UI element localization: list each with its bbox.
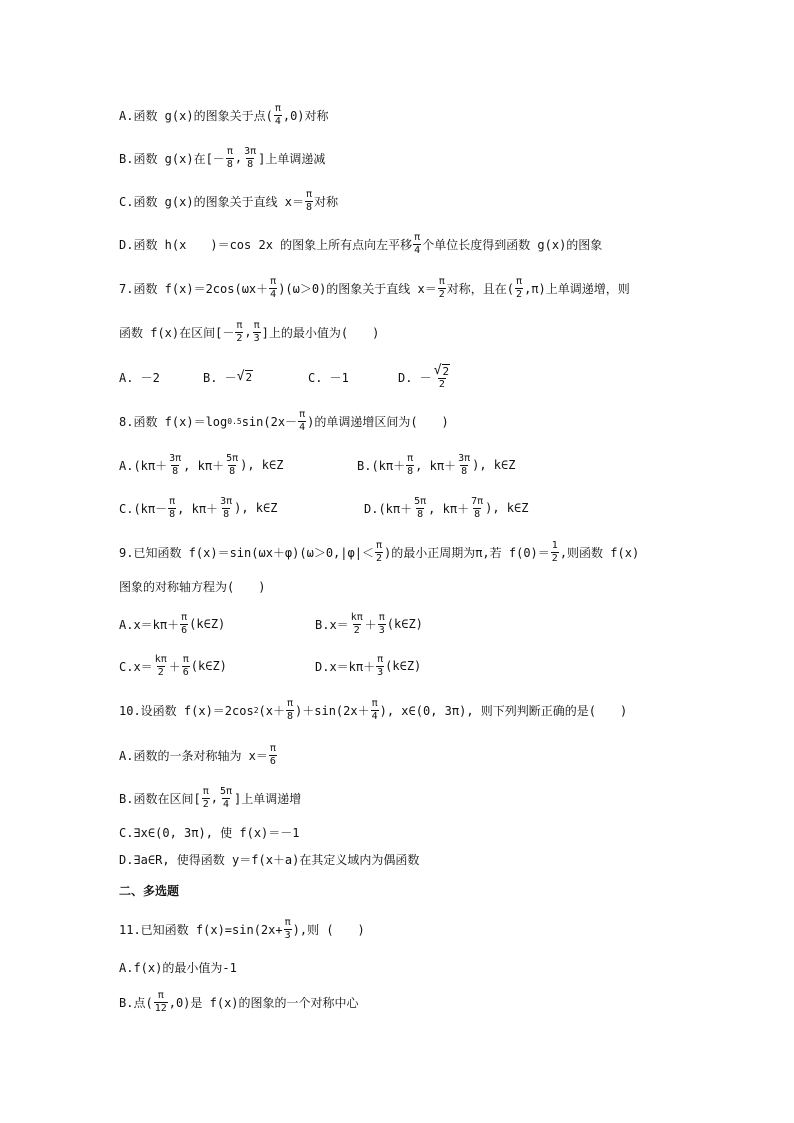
fraction bbox=[284, 917, 292, 942]
math-text: 2 bbox=[245, 371, 253, 384]
fraction bbox=[305, 189, 313, 214]
option-6b bbox=[119, 141, 774, 175]
math-text: π bbox=[226, 145, 233, 157]
math-text: 6 bbox=[181, 624, 188, 636]
math-text: ), k∈Z bbox=[485, 501, 529, 515]
math-text: 9.已知函数 f(x)＝sin(ωx＋φ)(ω＞0,|φ|＜ bbox=[119, 545, 374, 560]
math-text: 8 bbox=[474, 508, 481, 520]
math-text: π bbox=[182, 653, 189, 665]
option-10b bbox=[119, 781, 774, 815]
fraction bbox=[515, 276, 523, 301]
math-text: π bbox=[407, 452, 414, 464]
option-9b bbox=[315, 612, 423, 637]
math-text: , kπ＋ bbox=[183, 458, 225, 473]
math-text: 函数 f(x)在区间[－ bbox=[119, 325, 235, 340]
option-7c bbox=[308, 369, 349, 386]
math-text: 2 bbox=[157, 666, 164, 678]
math-text: D.函数 h(x )＝cos 2x 的图象上所有点向左平移 bbox=[119, 237, 413, 252]
math-text: 2 bbox=[253, 705, 259, 715]
math-text: 4 bbox=[270, 288, 277, 300]
math-text: 5π bbox=[226, 452, 239, 464]
option-11b bbox=[119, 985, 774, 1019]
math-text: π bbox=[299, 408, 306, 420]
math-text: π bbox=[270, 275, 277, 287]
math-text: kπ bbox=[154, 653, 167, 665]
math-text: 2 bbox=[442, 364, 450, 378]
fraction bbox=[274, 103, 282, 128]
math-text: , kπ＋ bbox=[415, 458, 457, 473]
math-text: 8 bbox=[226, 158, 233, 170]
option-10a bbox=[119, 738, 774, 772]
math-text: π bbox=[253, 319, 260, 331]
sqrt: √ 2 bbox=[236, 369, 253, 384]
question-8 bbox=[119, 404, 774, 438]
math-text: B. － bbox=[203, 370, 237, 385]
fraction bbox=[182, 654, 190, 679]
fraction bbox=[406, 453, 414, 478]
math-text: ,π)上单调递增，则 bbox=[524, 281, 630, 296]
math-text: B.x＝ bbox=[315, 617, 349, 632]
math-text: B.函数在区间[ bbox=[119, 791, 201, 806]
math-text: C.(kπ－ bbox=[119, 501, 168, 516]
math-text: ,则函数 f(x) bbox=[559, 545, 640, 560]
math-text: )＋sin(2x＋ bbox=[295, 703, 370, 718]
fraction bbox=[226, 146, 234, 171]
math-text: sin(2x－ bbox=[241, 414, 298, 429]
math-text: 8.函数 f(x)＝log bbox=[119, 414, 228, 429]
fraction bbox=[202, 786, 210, 811]
math-text: 5π bbox=[414, 495, 427, 507]
math-text: 2 bbox=[353, 624, 360, 636]
math-text: π bbox=[157, 989, 164, 1001]
math-text: A.函数的一条对称轴为 x＝ bbox=[119, 748, 268, 763]
math-text: 0.5 bbox=[227, 416, 242, 426]
math-text: 个单位长度得到函数 g(x)的图象 bbox=[422, 237, 603, 252]
math-text: π bbox=[269, 742, 276, 754]
math-text: (k∈Z) bbox=[385, 659, 422, 673]
question-9-line-1 bbox=[119, 535, 774, 569]
question-8-options-ab bbox=[119, 448, 774, 482]
math-text: 8 bbox=[306, 201, 313, 213]
math-text: 8 bbox=[229, 465, 236, 477]
math-text: 3 bbox=[284, 929, 291, 941]
math-text: ), k∈Z bbox=[240, 458, 284, 472]
math-text: D.(kπ＋ bbox=[364, 501, 413, 516]
question-7-line-1 bbox=[119, 271, 774, 305]
question-7-line-2 bbox=[119, 315, 774, 349]
question-10 bbox=[119, 693, 774, 727]
math-text: 3π bbox=[220, 495, 233, 507]
math-text: 3 bbox=[377, 666, 384, 678]
math-text: C. －1 bbox=[308, 370, 349, 385]
math-text: 2 bbox=[551, 552, 558, 564]
fraction bbox=[269, 276, 277, 301]
math-text: π bbox=[377, 653, 384, 665]
math-text: C.x＝ bbox=[119, 659, 153, 674]
math-text: 对称 bbox=[314, 194, 339, 209]
fraction bbox=[269, 743, 277, 768]
question-9-options-cd bbox=[119, 649, 774, 683]
math-text: π bbox=[375, 539, 382, 551]
math-text: π bbox=[371, 697, 378, 709]
option-9d bbox=[315, 654, 421, 679]
option-6d bbox=[119, 227, 774, 261]
math-text: 8 bbox=[461, 465, 468, 477]
fraction bbox=[457, 453, 471, 478]
math-text: 2 bbox=[202, 798, 209, 810]
math-text: , kπ＋ bbox=[177, 501, 219, 516]
fraction bbox=[438, 276, 446, 301]
option-6c bbox=[119, 184, 774, 218]
math-text bbox=[433, 364, 451, 378]
math-text: )的最小正周期为π,若 f(0)＝ bbox=[383, 545, 550, 560]
math-text: B.点( bbox=[119, 995, 153, 1010]
math-text: 8 bbox=[223, 508, 230, 520]
math-text: 11.已知函数 f(x)=sin(2x+ bbox=[119, 922, 283, 937]
fraction bbox=[350, 612, 364, 637]
math-text: 8 bbox=[417, 508, 424, 520]
math-text: 6 bbox=[182, 666, 189, 678]
math-text: A.(kπ＋ bbox=[119, 458, 168, 473]
math-text: ]上单调递增 bbox=[234, 791, 302, 806]
math-text: 8 bbox=[407, 465, 414, 477]
math-text: 2 bbox=[438, 288, 445, 300]
math-text: π bbox=[306, 188, 313, 200]
math-text: C.函数 g(x)的图象关于直线 x＝ bbox=[119, 194, 305, 209]
math-text: 图象的对称轴方程为( ) bbox=[119, 579, 266, 594]
fraction bbox=[235, 320, 243, 345]
math-text: ), k∈Z bbox=[472, 458, 516, 472]
math-text: A. －2 bbox=[119, 370, 160, 385]
math-text: 12 bbox=[154, 1002, 167, 1014]
math-text: 1 bbox=[551, 539, 558, 551]
math-text: 2 bbox=[438, 378, 445, 390]
math-text: 二、多选题 bbox=[119, 883, 180, 898]
math-text: , bbox=[234, 151, 243, 165]
math-text: 7π bbox=[471, 495, 484, 507]
fraction bbox=[253, 320, 261, 345]
fraction bbox=[154, 990, 168, 1015]
math-text: 8 bbox=[286, 710, 294, 722]
fraction bbox=[413, 496, 427, 521]
math-text: D.∃a∈R, 使得函数 y＝f(x＋a)在其定义域内为偶函数 bbox=[119, 852, 420, 867]
fraction bbox=[375, 540, 383, 565]
math-text: )(ω＞0)的图象关于直线 x＝ bbox=[278, 281, 437, 296]
fraction bbox=[378, 612, 386, 637]
option-9c bbox=[119, 654, 227, 679]
math-text: 2 bbox=[516, 288, 523, 300]
option-9a bbox=[119, 612, 225, 637]
math-text: C.∃x∈(0, 3π), 使 f(x)＝－1 bbox=[119, 825, 300, 840]
math-text: ]上单调递减 bbox=[258, 151, 326, 166]
math-text: ＋ bbox=[364, 617, 377, 632]
math-text: ,0)是 f(x)的图象的一个对称中心 bbox=[168, 995, 359, 1010]
math-text: 8 bbox=[172, 465, 179, 477]
fraction bbox=[286, 698, 294, 723]
fraction bbox=[219, 786, 233, 811]
option-7b bbox=[203, 369, 253, 386]
fraction bbox=[433, 364, 451, 391]
math-text: ＋ bbox=[168, 659, 181, 674]
math-text: π bbox=[378, 611, 385, 623]
math-text: 3π bbox=[169, 452, 182, 464]
math-text: π bbox=[236, 319, 243, 331]
question-8-options-cd bbox=[119, 491, 774, 525]
math-text: π bbox=[181, 611, 188, 623]
math-text: , bbox=[210, 791, 218, 805]
option-8b bbox=[357, 453, 515, 478]
fraction bbox=[180, 612, 188, 637]
math-text: π bbox=[274, 102, 281, 114]
fraction bbox=[154, 654, 168, 679]
fraction bbox=[376, 654, 384, 679]
math-text: ,0)对称 bbox=[282, 108, 329, 123]
fraction bbox=[168, 496, 176, 521]
question-9-options-ab bbox=[119, 607, 774, 641]
math-text: D.x＝kπ＋ bbox=[315, 659, 376, 674]
math-text: 4 bbox=[222, 798, 229, 810]
math-text: π bbox=[438, 275, 445, 287]
math-text: π bbox=[414, 231, 421, 243]
math-text: 3 bbox=[253, 332, 260, 344]
fraction bbox=[298, 409, 306, 434]
math-text: 5π bbox=[219, 785, 232, 797]
math-text: , bbox=[244, 325, 252, 339]
option-7d bbox=[398, 364, 452, 391]
question-7-options bbox=[119, 360, 774, 394]
math-text: A.x＝kπ＋ bbox=[119, 617, 180, 632]
option-8a bbox=[119, 453, 283, 478]
option-7a bbox=[119, 369, 160, 386]
fraction bbox=[413, 232, 421, 257]
math-text: π bbox=[516, 275, 523, 287]
fraction bbox=[243, 146, 257, 171]
math-text: 4 bbox=[371, 710, 378, 722]
fraction bbox=[225, 453, 239, 478]
math-text: 3 bbox=[378, 624, 385, 636]
math-text: 对称，且在( bbox=[446, 281, 515, 296]
math-text: 8 bbox=[247, 158, 254, 170]
math-text: 10.设函数 f(x)＝2cos bbox=[119, 703, 254, 718]
math-text: 3π bbox=[244, 145, 257, 157]
math-text: 2 bbox=[375, 552, 382, 564]
option-10d bbox=[119, 842, 774, 876]
fraction bbox=[168, 453, 182, 478]
math-text: ]上的最小值为( ) bbox=[261, 325, 380, 340]
option-6a bbox=[119, 98, 774, 132]
option-11a bbox=[119, 950, 774, 984]
math-text: kπ bbox=[350, 611, 363, 623]
math-text: 7.函数 f(x)＝2cos(ωx＋ bbox=[119, 281, 269, 296]
question-9-line-2 bbox=[119, 569, 774, 603]
math-text: π bbox=[202, 785, 209, 797]
math-text: 4 bbox=[414, 244, 421, 256]
math-text: π bbox=[284, 916, 291, 928]
math-text: 4 bbox=[274, 115, 281, 127]
math-text: B.函数 g(x)在[－ bbox=[119, 151, 225, 166]
math-text: ),则 ( ) bbox=[292, 922, 365, 937]
fraction bbox=[551, 540, 559, 565]
math-text: 2 bbox=[236, 332, 243, 344]
math-text: (k∈Z) bbox=[190, 659, 227, 673]
fraction bbox=[219, 496, 233, 521]
math-text: π bbox=[169, 495, 176, 507]
question-11 bbox=[119, 912, 774, 946]
math-text: , kπ＋ bbox=[428, 501, 470, 516]
math-text: D. － bbox=[398, 370, 432, 385]
math-text: )的单调递增区间为( ) bbox=[307, 414, 449, 429]
option-8c bbox=[119, 496, 277, 521]
math-text: (x＋ bbox=[258, 703, 285, 718]
math-text: (k∈Z) bbox=[386, 617, 423, 631]
option-8d bbox=[364, 496, 528, 521]
fraction bbox=[470, 496, 484, 521]
sqrt: √ 2 bbox=[433, 362, 450, 378]
math-text: ), x∈(0, 3π), 则下列判断正确的是( ) bbox=[379, 703, 628, 718]
math-text: (k∈Z) bbox=[189, 617, 226, 631]
math-text: A.函数 g(x)的图象关于点( bbox=[119, 108, 273, 123]
math-text: 3π bbox=[458, 452, 471, 464]
math-text: π bbox=[286, 697, 294, 709]
math-text: 6 bbox=[269, 755, 276, 767]
section-heading-multiple-choice bbox=[119, 873, 774, 907]
math-text: B.(kπ＋ bbox=[357, 458, 406, 473]
math-text: 4 bbox=[299, 421, 306, 433]
fraction bbox=[371, 698, 379, 723]
math-text: ), k∈Z bbox=[234, 501, 278, 515]
math-text: A.f(x)的最小值为-1 bbox=[119, 960, 237, 975]
math-text: 8 bbox=[169, 508, 176, 520]
